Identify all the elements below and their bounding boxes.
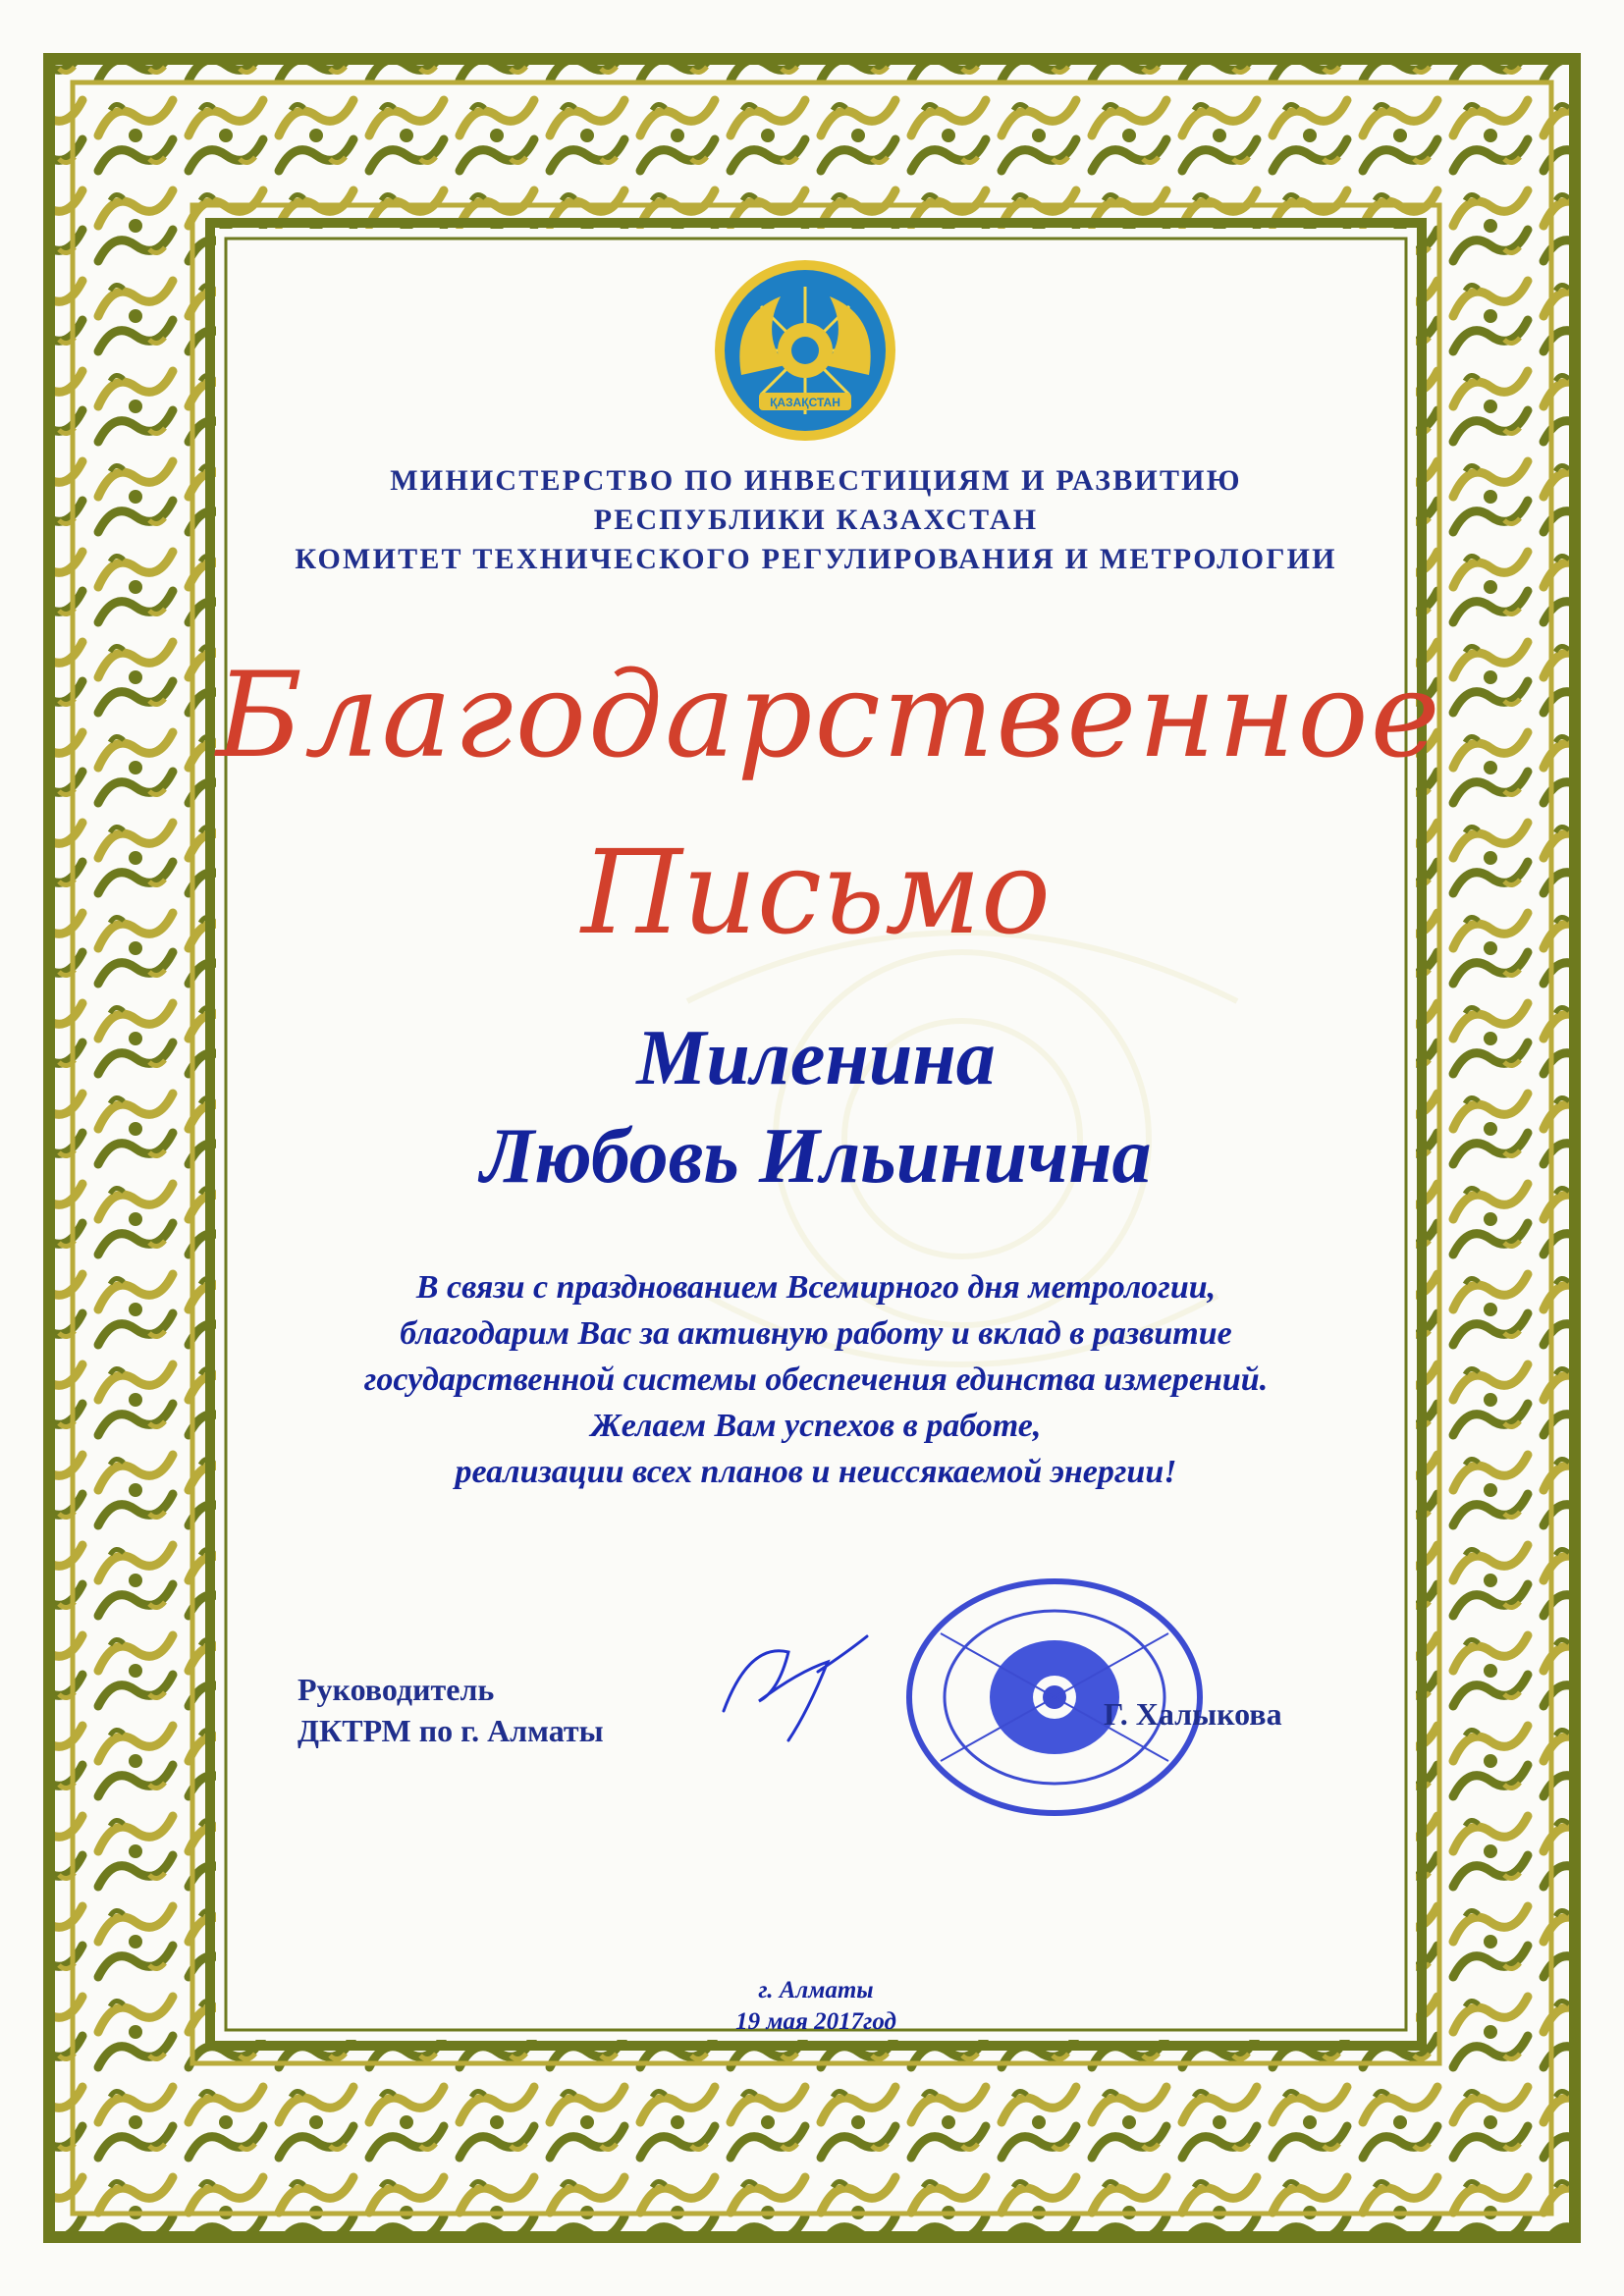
message-body (216, 1264, 1416, 1495)
state-emblem (712, 257, 898, 444)
recipient-name (216, 1009, 1416, 1205)
signer-title-line-1: Руководитель (298, 1672, 495, 1707)
recipient-surname: Миленина (636, 1015, 996, 1101)
ministry-line-1: МИНИСТЕРСТВО ПО ИНВЕСТИЦИЯМ И РАЗВИТИЮ (390, 464, 1242, 497)
ministry-line-3: КОМИТЕТ ТЕХНИЧЕСКОГО РЕГУЛИРОВАНИЯ И МЕТРОЛОГИИ (295, 543, 1337, 575)
document-title-line-1: Благодарственное (216, 648, 1442, 784)
signer-position (298, 1669, 604, 1751)
signer-title-line-2: ДКТРМ по г. Алматы (298, 1713, 604, 1748)
document-title-line-2: Письмо (580, 825, 1052, 960)
message-line-4: Желаем Вам успехов в работе, (590, 1408, 1042, 1444)
issue-date: 19 мая 2017год (735, 2008, 896, 2035)
issue-city: г. Алматы (758, 1977, 874, 2003)
ministry-line-2: РЕСПУБЛИКИ КАЗАХСТАН (593, 504, 1039, 536)
emblem-inscription: ҚАЗАҚСТАН (770, 396, 840, 409)
signature (720, 1632, 896, 1750)
message-line-5: реализации всех планов и неиссякаемой энергии! (455, 1454, 1177, 1490)
recipient-given-names: Любовь Ильинична (480, 1113, 1152, 1200)
place-and-date (216, 1975, 1416, 2038)
issuing-authority (216, 461, 1416, 579)
signer-name: Г. Халыкова (1104, 1696, 1282, 1732)
message-line-1: В связи с празднованием Всемирного дня метрологии, (415, 1269, 1217, 1306)
message-line-2: благодарим Вас за активную работу и вклад в развитие (400, 1315, 1232, 1352)
message-line-3: государственной системы обеспечения единства измерений. (363, 1362, 1269, 1398)
